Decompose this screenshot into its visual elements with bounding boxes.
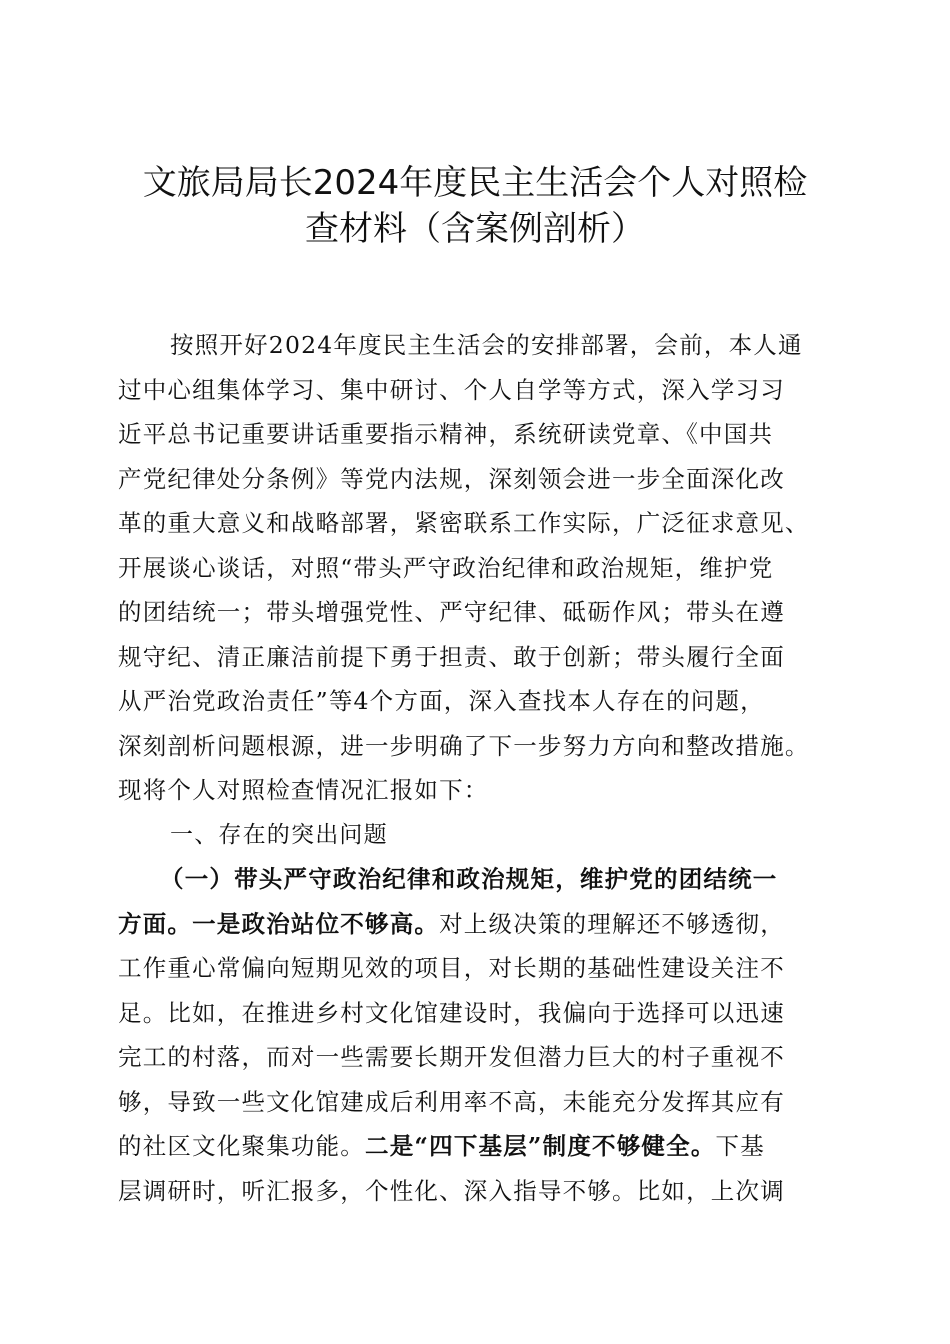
bold-phrase: 方面。一是政治站位不够高。	[118, 909, 440, 938]
paragraph-line: 从严治党政治责任”等4个方面，深入查找本人存在的问题，	[118, 687, 765, 715]
paragraph-line: 规守纪、清正廉洁前提下勇于担责、敢于创新；带头履行全面	[118, 642, 785, 671]
paragraph-line: 过中心组集体学习、集中研讨、个人自学等方式，深入学习习	[118, 375, 785, 404]
paragraph-line: 革的重大意义和战略部署，紧密联系工作实际，广泛征求意见、	[118, 509, 810, 537]
paragraph-line: 产党纪律处分条例》等党内法规，深刻领会进一步全面深化改	[118, 464, 785, 493]
title-line-1: 文旅局局长2024年度民主生活会个人对照检	[142, 163, 808, 203]
paragraph-line: 足。比如，在推进乡村文化馆建设时，我偏向于选择可以迅速	[118, 998, 785, 1027]
paragraph-line: 开展谈心谈话，对照“带头严守政治纪律和政治规矩，维护党	[118, 553, 774, 582]
bold-phrase: 二是“四下基层”制度不够健全。	[365, 1132, 716, 1160]
paragraph-line: 深刻剖析问题根源，进一步明确了下一步努力方向和整改措施。	[118, 731, 810, 760]
title-line-2: 查材料（含案例剖析）	[305, 209, 645, 249]
paragraph-line	[118, 1124, 830, 1169]
paragraph-line: 现将个人对照检查情况汇报如下：	[118, 776, 489, 804]
text-run: 下基	[715, 1132, 765, 1160]
text-run: 对上级决策的理解还不够透彻，	[439, 909, 785, 938]
document-title	[120, 160, 830, 252]
paragraph-line: 层调研时，听汇报多，个性化、深入指导不够。比如，上次调	[118, 1176, 785, 1205]
paragraph-line: 按照开好2024年度民主生活会的安排部署，会前，本人通	[170, 331, 803, 359]
text-run: 的社区文化聚集功能。	[118, 1132, 365, 1160]
document-body	[118, 323, 830, 1213]
section-heading: 一、存在的突出问题	[170, 821, 388, 848]
paragraph-line	[118, 902, 830, 947]
paragraph-line: 完工的村落，而对一些需要长期开发但潜力巨大的村子重视不	[118, 1043, 785, 1071]
paragraph-line: 的团结统一；带头增强党性、严守纪律、砥砺作风；带头在遵	[118, 598, 785, 626]
paragraph-line: 够，导致一些文化馆建成后利用率不高，未能充分发挥其应有	[118, 1087, 785, 1116]
paragraph-line: 近平总书记重要讲话重要指示精神，系统研读党章、《中国共	[118, 420, 774, 448]
subsection-heading: （一）带头严守政治纪律和政治规矩，维护党的团结统一	[160, 865, 778, 893]
paragraph-line: 工作重心常偏向短期见效的项目，对长期的基础性建设关注不	[118, 954, 785, 982]
